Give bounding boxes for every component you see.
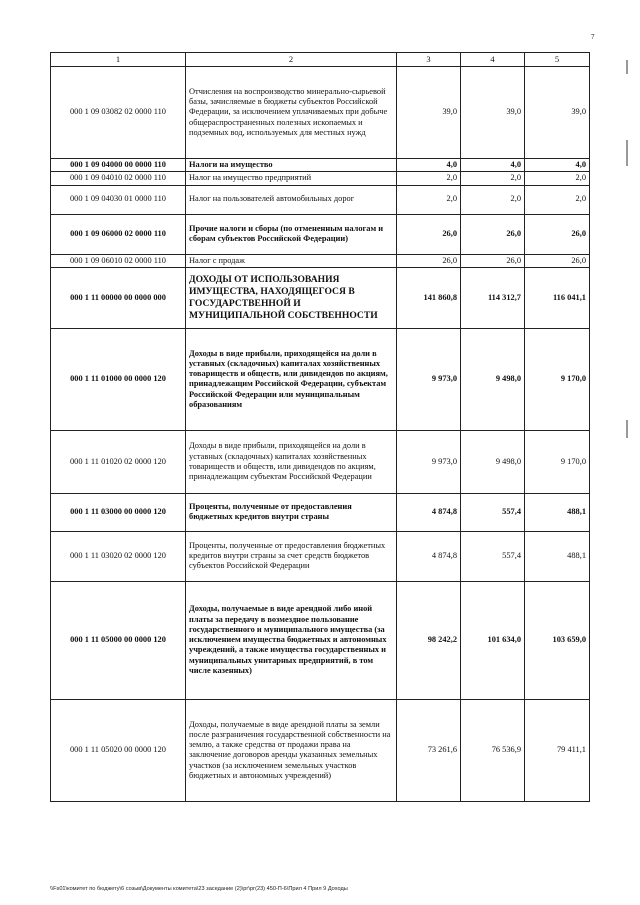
row-value-col5: 488,1 (525, 531, 590, 581)
row-name: Проценты, полученные от предоставления бюджетных кредитов внутри страны (186, 493, 397, 531)
row-value-col4: 2,0 (461, 172, 525, 185)
row-value-col5: 103 659,0 (525, 581, 590, 699)
row-code: 000 1 11 01000 00 0000 120 (51, 328, 186, 430)
row-name: Доходы, получаемые в виде арендной платы за земли после разграничения государственной собственности на землю, а также средства от продажи права на заключение договоров аренды указанных земельных участков (за исключением земельных участков бюджетных и автономных учреждений) (186, 699, 397, 801)
row-value-col3: 39,0 (397, 67, 461, 159)
scan-artifact (626, 60, 628, 74)
row-value-col5: 4,0 (525, 159, 590, 172)
table-header-row (51, 53, 590, 67)
row-value-col5: 26,0 (525, 254, 590, 267)
table-row (51, 328, 590, 430)
row-value-col5: 116 041,1 (525, 267, 590, 328)
file-path-footer: \\Fs01\комитет по бюджету\6 созыв\Документы комитета\23 заседание (2)\рг\рг(23) 450-П-6\Прил 4 Прил 9 Доходы (50, 886, 348, 892)
row-value-col3: 2,0 (397, 172, 461, 185)
row-name: Отчисления на воспроизводство минерально-сырьевой базы, зачисляемые в бюджеты субъектов Российской Федерации, за исключением уплачиваемых при добыче общераспространенных полезных ископаемых и подземных вод, используемых для местных нужд (186, 67, 397, 159)
header-cell: 5 (525, 53, 590, 67)
row-value-col5: 2,0 (525, 172, 590, 185)
row-value-col4: 9 498,0 (461, 430, 525, 493)
row-value-col4: 557,4 (461, 493, 525, 531)
scan-artifact (626, 140, 628, 166)
row-name: Доходы, получаемые в виде арендной либо иной платы за передачу в возмездное пользование государственного и муниципального имущества (за исключением имущества бюджетных и автономных учреждений, а также имущества государственных и муниципальных унитарных предприятий, в том числе казенных) (186, 581, 397, 699)
row-code: 000 1 11 05000 00 0000 120 (51, 581, 186, 699)
table-row (51, 581, 590, 699)
row-name: Налоги на имущество (186, 159, 397, 172)
row-name: Прочие налоги и сборы (по отмененным налогам и сборам субъектов Российской Федерации) (186, 214, 397, 254)
row-value-col5: 9 170,0 (525, 430, 590, 493)
row-value-col4: 4,0 (461, 159, 525, 172)
header-cell: 4 (461, 53, 525, 67)
row-value-col4: 2,0 (461, 185, 525, 214)
table-row (51, 699, 590, 801)
row-value-col4: 26,0 (461, 254, 525, 267)
row-value-col5: 79 411,1 (525, 699, 590, 801)
row-code: 000 1 09 04000 00 0000 110 (51, 159, 186, 172)
row-name: Налог с продаж (186, 254, 397, 267)
row-name: Проценты, полученные от предоставления бюджетных кредитов внутри страны за счет средств бюджетов субъектов Российской Федерации (186, 531, 397, 581)
row-code: 000 1 09 06010 02 0000 110 (51, 254, 186, 267)
row-value-col3: 9 973,0 (397, 328, 461, 430)
row-code: 000 1 11 00000 00 0000 000 (51, 267, 186, 328)
row-value-col5: 39,0 (525, 67, 590, 159)
row-code: 000 1 11 01020 02 0000 120 (51, 430, 186, 493)
table-row (51, 159, 590, 172)
header-cell: 1 (51, 53, 186, 67)
row-value-col4: 101 634,0 (461, 581, 525, 699)
row-value-col3: 4 874,8 (397, 493, 461, 531)
row-code: 000 1 09 03082 02 0000 110 (51, 67, 186, 159)
row-value-col3: 2,0 (397, 185, 461, 214)
row-value-col5: 9 170,0 (525, 328, 590, 430)
page-number: 7 (591, 33, 595, 41)
row-name: Налог на имущество предприятий (186, 172, 397, 185)
revenue-table (50, 52, 590, 802)
row-value-col4: 39,0 (461, 67, 525, 159)
row-value-col3: 73 261,6 (397, 699, 461, 801)
row-code: 000 1 09 04010 02 0000 110 (51, 172, 186, 185)
row-value-col3: 4,0 (397, 159, 461, 172)
table-row (51, 67, 590, 159)
row-value-col3: 4 874,8 (397, 531, 461, 581)
row-value-col3: 141 860,8 (397, 267, 461, 328)
table-row (51, 254, 590, 267)
row-value-col3: 98 242,2 (397, 581, 461, 699)
row-code: 000 1 11 03020 02 0000 120 (51, 531, 186, 581)
row-name: Доходы в виде прибыли, приходящейся на доли в уставных (складочных) капиталах хозяйственных товариществ и обществ, или дивидендов по акциям, принадлежащим Российской Федерации, субъектам Российской Федерации или муниципальным образованиям (186, 328, 397, 430)
row-value-col3: 9 973,0 (397, 430, 461, 493)
row-value-col4: 76 536,9 (461, 699, 525, 801)
scan-artifact (626, 420, 628, 438)
table-row (51, 185, 590, 214)
table-row (51, 493, 590, 531)
table-row (51, 531, 590, 581)
row-code: 000 1 11 03000 00 0000 120 (51, 493, 186, 531)
row-value-col4: 557,4 (461, 531, 525, 581)
row-name: Доходы в виде прибыли, приходящейся на доли в уставных (складочных) капиталах хозяйственных товариществ и обществ, или дивидендов по акциям, принадлежащим субъектам Российской Федерации (186, 430, 397, 493)
table-row (51, 214, 590, 254)
header-cell: 3 (397, 53, 461, 67)
row-code: 000 1 09 04030 01 0000 110 (51, 185, 186, 214)
row-value-col3: 26,0 (397, 254, 461, 267)
row-value-col5: 488,1 (525, 493, 590, 531)
row-value-col5: 2,0 (525, 185, 590, 214)
row-value-col5: 26,0 (525, 214, 590, 254)
row-value-col3: 26,0 (397, 214, 461, 254)
row-code: 000 1 11 05020 00 0000 120 (51, 699, 186, 801)
table-row (51, 172, 590, 185)
row-value-col4: 26,0 (461, 214, 525, 254)
table-row (51, 430, 590, 493)
table-row (51, 267, 590, 328)
row-name: Налог на пользователей автомобильных дорог (186, 185, 397, 214)
header-cell: 2 (186, 53, 397, 67)
row-value-col4: 9 498,0 (461, 328, 525, 430)
row-code: 000 1 09 06000 02 0000 110 (51, 214, 186, 254)
row-value-col4: 114 312,7 (461, 267, 525, 328)
row-name: ДОХОДЫ ОТ ИСПОЛЬЗОВАНИЯ ИМУЩЕСТВА, НАХОДЯЩЕГОСЯ В ГОСУДАРСТВЕННОЙ И МУНИЦИПАЛЬНОЙ СОБСТВЕННОСТИ (186, 267, 397, 328)
